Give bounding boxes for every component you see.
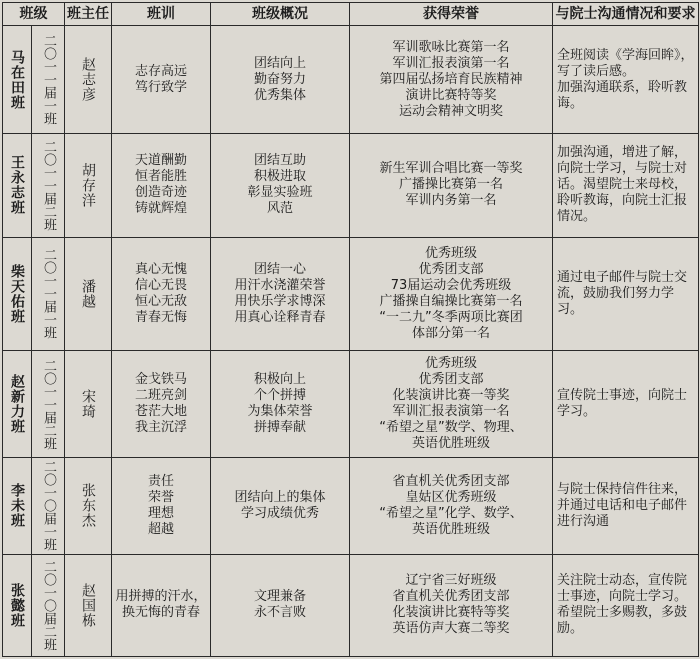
teacher-cell: [65, 350, 112, 457]
class-name-cell: [3, 458, 32, 554]
overview-cell: 团结向上的集体 学习成绩优秀: [211, 458, 350, 554]
honors-cell: 新生军训合唱比赛一等奖 广播操比赛第一名 军训内务第一名: [350, 134, 553, 237]
teacher-cell: [65, 554, 112, 656]
overview-cell: 文理兼备 永不言败: [211, 554, 350, 656]
table-row: [3, 458, 699, 554]
honors-cell: 省直机关优秀团支部 皇姑区优秀班级 “希望之星”化学、数学、 英语优胜班级: [350, 458, 553, 554]
grade-cell: [32, 554, 65, 656]
teacher-cell: [65, 134, 112, 237]
communication-cell: 通过电子邮件与院士交流，鼓励我们努力学习。: [553, 237, 699, 350]
communication-cell: 全班阅读《学海回眸》，写了读后感。 加强沟通联系，聆听教诲。: [553, 26, 699, 134]
motto-cell: 天道酬勤 恒者能胜 创造奇迹 铸就辉煌: [112, 134, 211, 237]
motto-cell: 真心无愧 信心无畏 恒心无敌 青春无悔: [112, 237, 211, 350]
teacher: 宋琦: [80, 389, 96, 420]
grade-cell: [32, 26, 65, 134]
class-name-cell: [3, 554, 32, 656]
honors-cell: 军训歌咏比赛第一名 军训汇报表演第一名 第四届弘扬培育民族精神 演讲比赛特等奖 运动会精神文明奖: [350, 26, 553, 134]
overview-cell: 积极向上 个个拼搏 为集体荣誉 拼搏奉献: [211, 350, 350, 457]
header-motto: 班训: [112, 3, 211, 26]
overview-cell: 团结一心 用汗水浇灌荣誉 用快乐学求博深 用真心诠释青春: [211, 237, 350, 350]
class-name-cell: [3, 26, 32, 134]
grade: 二〇一一届二班: [41, 358, 56, 450]
header-teacher: 班主任: [65, 3, 112, 26]
teacher: 赵国栋: [80, 582, 96, 628]
teacher: 张东杰: [80, 483, 96, 529]
motto-cell: 志存高远 笃行致学: [112, 26, 211, 134]
table-row: [3, 554, 699, 656]
header-communication: 与院士沟通情况和要求: [553, 3, 699, 26]
header-honors: 获得荣誉: [350, 3, 553, 26]
class-info-table: [2, 2, 699, 657]
overview-cell: 团结向上 勤奋努力 优秀集体: [211, 26, 350, 134]
class-name-cell: [3, 350, 32, 457]
communication-cell: 加强沟通，增进了解，向院士学习，与院士对话。渴望院士来母校，聆听教诲，向院士汇报情况。: [553, 134, 699, 237]
teacher: 赵志彦: [80, 57, 96, 103]
grade-cell: [32, 458, 65, 554]
header-class: 班级: [3, 3, 65, 26]
motto-cell: 金戈铁马 二班亮剑 苍茫大地 我主沉浮: [112, 350, 211, 457]
communication-cell: 关注院士动态，宣传院士事迹，向院士学习。希望院士多赐教，多鼓励。: [553, 554, 699, 656]
class-name: 赵新力班: [9, 374, 25, 435]
teacher-cell: [65, 26, 112, 134]
class-name: 张懿班: [9, 582, 25, 628]
honors-cell: 优秀班级 优秀团支部 73届运动会优秀班级 广播操自编操比赛第一名 “一二九”冬季两项比赛团 体部分第一名: [350, 237, 553, 350]
motto-cell: 用拼搏的汗水， 换无悔的青春: [112, 554, 211, 656]
communication-cell: 宣传院士事迹，向院士学习。: [553, 350, 699, 457]
table-row: [3, 237, 699, 350]
teacher: 胡存洋: [80, 162, 96, 208]
teacher: 潘越: [80, 278, 96, 309]
grade: 二〇一一届一班: [41, 248, 56, 340]
communication-cell: 与院士保持信件往来，并通过电话和电子邮件进行沟通: [553, 458, 699, 554]
overview-cell: 团结互助 积极进取 彰显实验班 风范: [211, 134, 350, 237]
grade-cell: [32, 350, 65, 457]
grade: 二〇一一届二班: [41, 139, 56, 231]
table-row: [3, 134, 699, 237]
grade: 二〇一〇届二班: [41, 559, 56, 651]
grade-cell: [32, 237, 65, 350]
grade-cell: [32, 134, 65, 237]
class-name: 柴天佑班: [9, 263, 25, 324]
class-name-cell: [3, 134, 32, 237]
honors-cell: 优秀班级 优秀团支部 化装演讲比赛一等奖 军训汇报表演第一名 “希望之星”数学、物理、 英语优胜班级: [350, 350, 553, 457]
honors-cell: 辽宁省三好班级 省直机关优秀团支部 化装演讲比赛特等奖 英语仿声大赛二等奖: [350, 554, 553, 656]
class-name: 李未班: [9, 483, 25, 529]
motto-cell: 责任 荣誉 理想 超越: [112, 458, 211, 554]
class-name: 王永志班: [9, 155, 25, 216]
header-overview: 班级概况: [211, 3, 350, 26]
table-row: [3, 26, 699, 134]
table-row: [3, 350, 699, 457]
teacher-cell: [65, 237, 112, 350]
grade: 二〇一〇届一班: [41, 460, 56, 552]
class-name: 马在田班: [9, 49, 25, 110]
table-header-row: [3, 3, 699, 26]
class-name-cell: [3, 237, 32, 350]
grade: 二〇一一届一班: [41, 34, 56, 126]
teacher-cell: [65, 458, 112, 554]
